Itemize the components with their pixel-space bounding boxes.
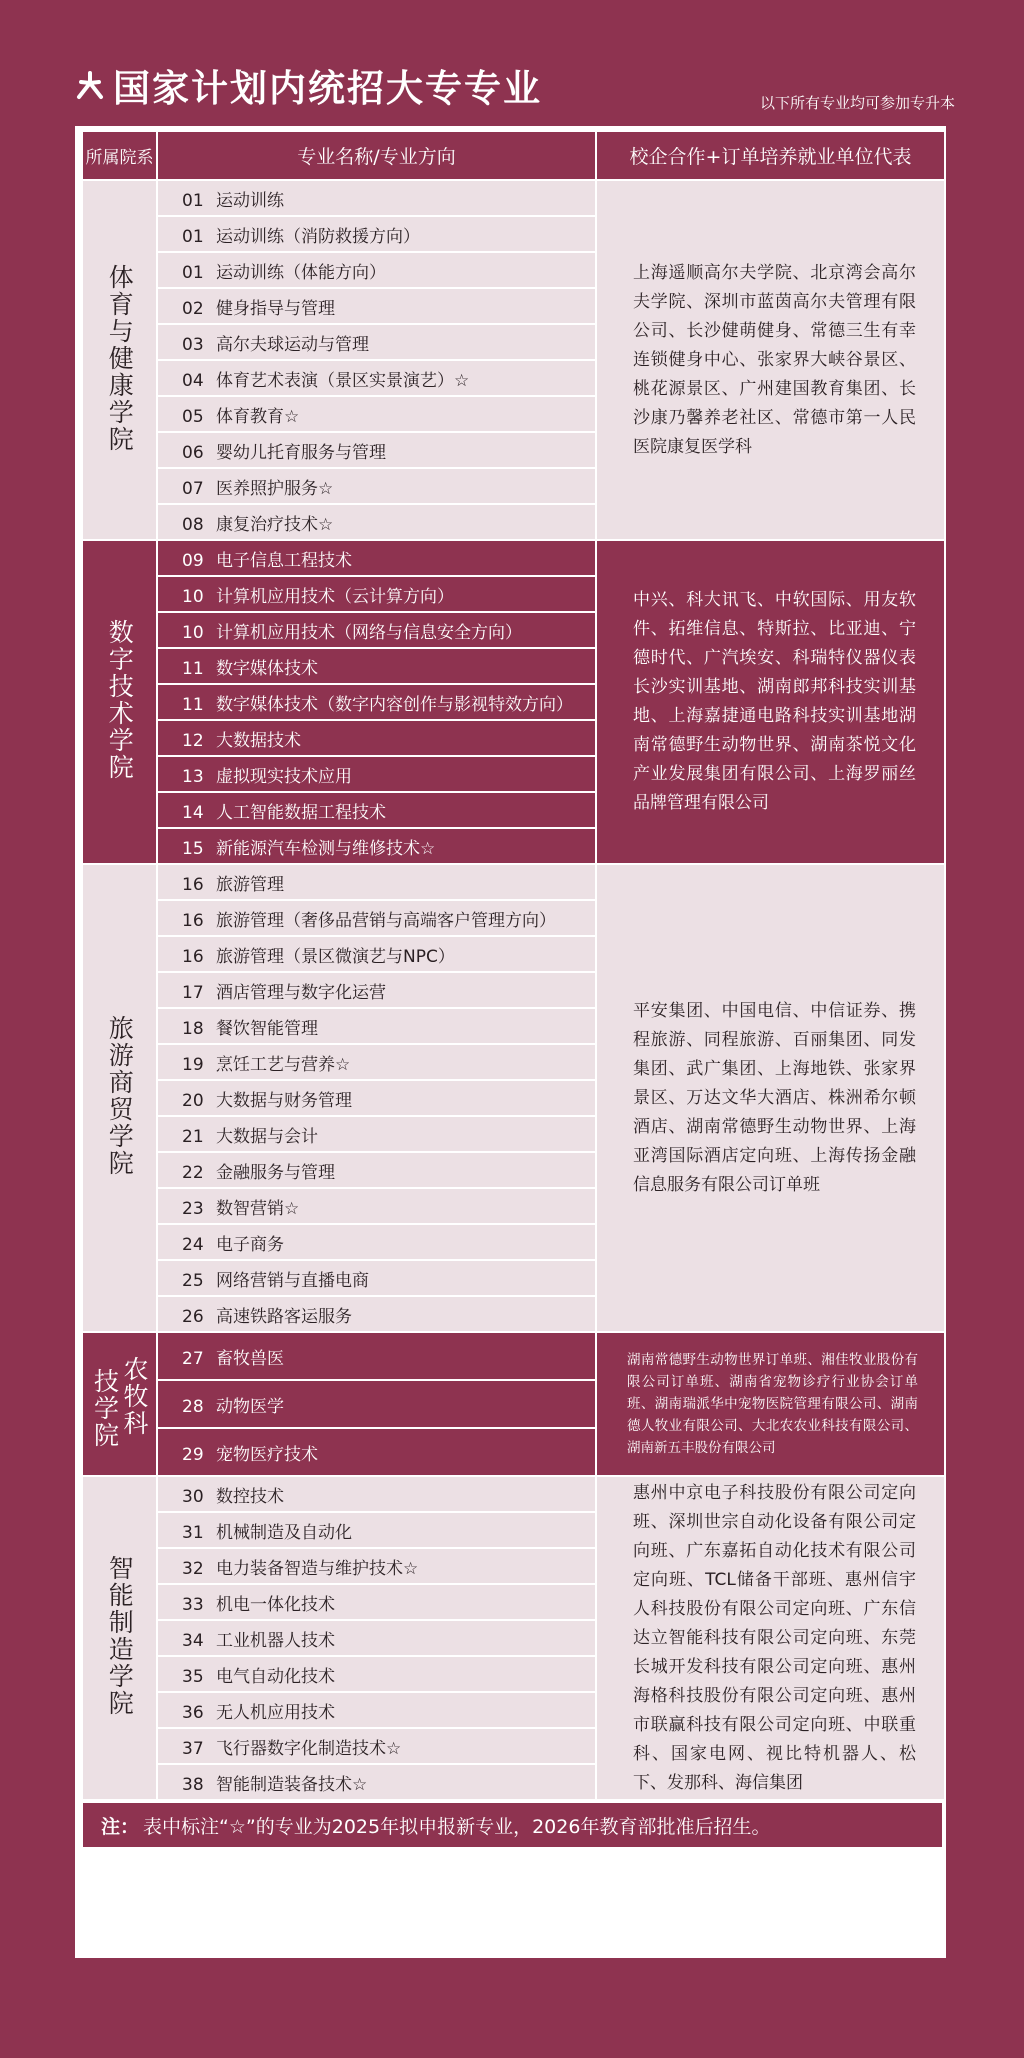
major-code: 30 [182,1486,204,1507]
majors-table-container [81,130,944,1849]
major-name: 高尔夫球运动与管理 [216,334,369,355]
major-name: 畜牧兽医 [216,1348,284,1369]
major-name: 网络营销与直播电商 [216,1270,369,1291]
subtitle: 以下所有专业均可参加专升本 [759,94,955,112]
major-code: 34 [182,1630,204,1651]
major-name: 电气自动化技术 [216,1666,335,1687]
major-name: 人工智能数据工程技术 [216,802,386,823]
major-cell [157,504,596,540]
major-name: 虚拟现实技术应用 [216,766,352,787]
college-cell [82,180,157,540]
major-name: 电子信息工程技术 [216,550,352,571]
major-name: 酒店管理与数字化运营 [216,982,386,1003]
major-cell [157,1428,596,1476]
footnote [81,1801,944,1849]
college-name-part: 农牧科 [120,1355,149,1437]
major-name: 工业机器人技术 [216,1630,335,1651]
college-name [91,1356,148,1449]
major-name: 飞行器数字化制造技术☆ [216,1738,402,1759]
header-partners: 校企合作+订单培养就业单位代表 [596,131,945,180]
college-name: 体育与健康学院 [105,263,135,453]
major-name: 运动训练（消防救援方向） [216,226,420,247]
partners-cell: 惠州中京电子科技股份有限公司定向班、深圳世宗自动化设备有限公司定向班、广东嘉拓自动化技术有限公司定向班、TCL储备干部班、惠州信宇人科技股份有限公司定向班、广东信达立智能科技有限公司定向班、东莞长城开发科技有限公司定向班、惠州海格科技股份有限公司定向班、惠州市联赢科技有限公司定向班、中联重科、国家电网、视比特机器人、松下、发那科、海信集团 [596,1476,945,1800]
major-name: 大数据技术 [216,730,301,751]
table-body [82,180,945,1800]
partners-cell: 上海遥顺高尔夫学院、北京湾会高尔夫学院、深圳市蓝茵高尔夫管理有限公司、长沙健萌健身、常德三生有幸连锁健身中心、张家界大峡谷景区、桃花源景区、广州建国教育集团、长沙康乃馨养老社区、常德市第一人民医院康复医学科 [596,180,945,540]
major-name: 数智营销☆ [216,1198,300,1219]
header-college: 所属院系 [82,131,157,180]
major-cell [157,1476,596,1512]
major-code: 27 [182,1348,204,1369]
major-cell [157,828,596,864]
major-cell [157,1692,596,1728]
major-cell [157,360,596,396]
partners-cell: 中兴、科大讯飞、中软国际、用友软件、拓维信息、特斯拉、比亚迪、宁德时代、广汽埃安、科瑞特仪器仪表长沙实训基地、湖南郎邦科技实训基地、上海嘉捷通电路科技实训基地湖南常德野生动物世界、湖南茶悦文化产业发展集团有限公司、上海罗丽丝品牌管理有限公司 [596,540,945,864]
majors-table [81,130,946,1801]
major-code: 16 [182,874,204,895]
major-code: 36 [182,1702,204,1723]
star-icon [75,67,105,110]
major-cell [157,720,596,756]
header-major: 专业名称/专业方向 [157,131,596,180]
major-name: 无人机应用技术 [216,1702,335,1723]
major-name: 医养照护服务☆ [216,478,334,499]
major-name: 大数据与财务管理 [216,1090,352,1111]
partners-cell: 湖南常德野生动物世界订单班、湘佳牧业股份有限公司订单班、湖南省宠物诊疗行业协会订单班、湖南瑞派华中宠物医院管理有限公司、湖南德人牧业有限公司、大北农农业科技有限公司、湖南新五丰股份有限公司 [596,1332,945,1476]
major-cell [157,540,596,576]
major-name: 运动训练 [216,190,284,211]
table-row [82,180,945,216]
major-name: 数字媒体技术 [216,658,318,679]
partners-cell: 平安集团、中国电信、中信证券、携程旅游、同程旅游、百丽集团、同发集团、武广集团、上海地铁、张家界景区、万达文华大酒店、株洲希尔顿酒店、湖南常德野生动物世界、上海亚湾国际酒店定向班、上海传扬金融信息服务有限公司订单班 [596,864,945,1332]
major-cell [157,1152,596,1188]
major-name: 机电一体化技术 [216,1594,335,1615]
major-cell [157,1080,596,1116]
major-name: 金融服务与管理 [216,1162,335,1183]
major-cell [157,1332,596,1380]
major-code: 05 [182,406,204,427]
major-code: 38 [182,1774,204,1795]
major-cell [157,1260,596,1296]
major-name: 动物医学 [216,1396,284,1417]
major-cell [157,1620,596,1656]
major-cell [157,1224,596,1260]
major-code: 19 [182,1054,204,1075]
major-cell [157,1044,596,1080]
major-name: 旅游管理（奢侈品营销与高端客户管理方向） [216,910,556,931]
major-cell [157,1008,596,1044]
major-cell [157,684,596,720]
major-code: 25 [182,1270,204,1291]
major-cell [157,468,596,504]
major-cell [157,864,596,900]
major-name: 体育教育☆ [216,406,300,427]
major-code: 29 [182,1444,204,1465]
college-name: 数字技术学院 [105,619,135,781]
major-cell [157,180,596,216]
major-cell [157,648,596,684]
major-name: 运动训练（体能方向） [216,262,386,283]
major-name: 健身指导与管理 [216,298,335,319]
major-code: 32 [182,1558,204,1579]
major-code: 16 [182,910,204,931]
college-cell [82,540,157,864]
college-name: 旅游商贸学院 [105,1015,135,1177]
major-cell [157,1764,596,1800]
major-cell [157,792,596,828]
major-code: 08 [182,514,204,535]
major-name: 宠物医疗技术 [216,1444,318,1465]
college-cell [82,1476,157,1800]
table-row [82,540,945,576]
major-cell [157,972,596,1008]
major-code: 21 [182,1126,204,1147]
major-name: 电力装备智造与维护技术☆ [216,1558,419,1579]
major-name: 康复治疗技术☆ [216,514,334,535]
table-row [82,864,945,900]
major-cell [157,1380,596,1428]
footnote-label: 注： [101,1815,140,1838]
major-code: 13 [182,766,204,787]
major-name: 烹饪工艺与营养☆ [216,1054,351,1075]
major-cell [157,1512,596,1548]
major-code: 10 [182,622,204,643]
major-cell [157,216,596,252]
major-code: 07 [182,478,204,499]
major-code: 24 [182,1234,204,1255]
major-name: 旅游管理 [216,874,284,895]
major-name: 数控技术 [216,1486,284,1507]
major-name: 数字媒体技术（数字内容创作与影视特效方向） [216,694,573,715]
major-code: 26 [182,1306,204,1327]
major-name: 电子商务 [216,1234,284,1255]
table-row [82,1476,945,1512]
major-name: 计算机应用技术（云计算方向） [216,586,454,607]
major-code: 01 [182,226,204,247]
major-cell [157,756,596,792]
major-cell [157,900,596,936]
major-cell [157,396,596,432]
major-code: 01 [182,262,204,283]
major-code: 23 [182,1198,204,1219]
major-code: 16 [182,946,204,967]
major-code: 33 [182,1594,204,1615]
table-header-row [82,131,945,180]
major-code: 12 [182,730,204,751]
major-code: 22 [182,1162,204,1183]
major-code: 20 [182,1090,204,1111]
major-cell [157,1296,596,1332]
major-cell [157,252,596,288]
major-cell [157,936,596,972]
major-name: 婴幼儿托育服务与管理 [216,442,386,463]
major-code: 17 [182,982,204,1003]
major-cell [157,432,596,468]
major-cell [157,1584,596,1620]
major-code: 14 [182,802,204,823]
major-code: 10 [182,586,204,607]
major-name: 计算机应用技术（网络与信息安全方向） [216,622,522,643]
major-name: 旅游管理（景区微演艺与NPC） [216,946,455,967]
title-text: 国家计划内统招大专专业 [113,67,542,110]
footnote-text: 表中标注“☆”的专业为2025年拟申报新专业，2026年教育部批准后招生。 [143,1815,771,1838]
major-name: 智能制造装备技术☆ [216,1774,368,1795]
major-cell [157,612,596,648]
major-code: 09 [182,550,204,571]
major-code: 37 [182,1738,204,1759]
page-title [75,58,542,112]
major-cell [157,324,596,360]
major-code: 31 [182,1522,204,1543]
major-name: 大数据与会计 [216,1126,318,1147]
major-name: 新能源汽车检测与维修技术☆ [216,838,436,859]
major-name: 餐饮智能管理 [216,1018,318,1039]
major-cell [157,576,596,612]
major-code: 02 [182,298,204,319]
major-cell [157,288,596,324]
major-code: 11 [182,658,204,679]
major-code: 06 [182,442,204,463]
college-cell [82,864,157,1332]
major-code: 03 [182,334,204,355]
major-name: 机械制造及自动化 [216,1522,352,1543]
major-name: 高速铁路客运服务 [216,1306,352,1327]
major-code: 18 [182,1018,204,1039]
table-row [82,1332,945,1380]
college-cell [82,1332,157,1476]
major-cell [157,1548,596,1584]
major-cell [157,1656,596,1692]
major-cell [157,1116,596,1152]
major-name: 体育艺术表演（景区实景演艺）☆ [216,370,470,391]
major-cell [157,1728,596,1764]
major-cell [157,1188,596,1224]
college-name-part: 技学院 [90,1367,120,1449]
major-code: 01 [182,190,204,211]
major-code: 11 [182,694,204,715]
college-name: 智能制造学院 [105,1555,135,1717]
major-code: 35 [182,1666,204,1687]
major-code: 28 [182,1396,204,1417]
major-code: 15 [182,838,204,859]
major-code: 04 [182,370,204,391]
